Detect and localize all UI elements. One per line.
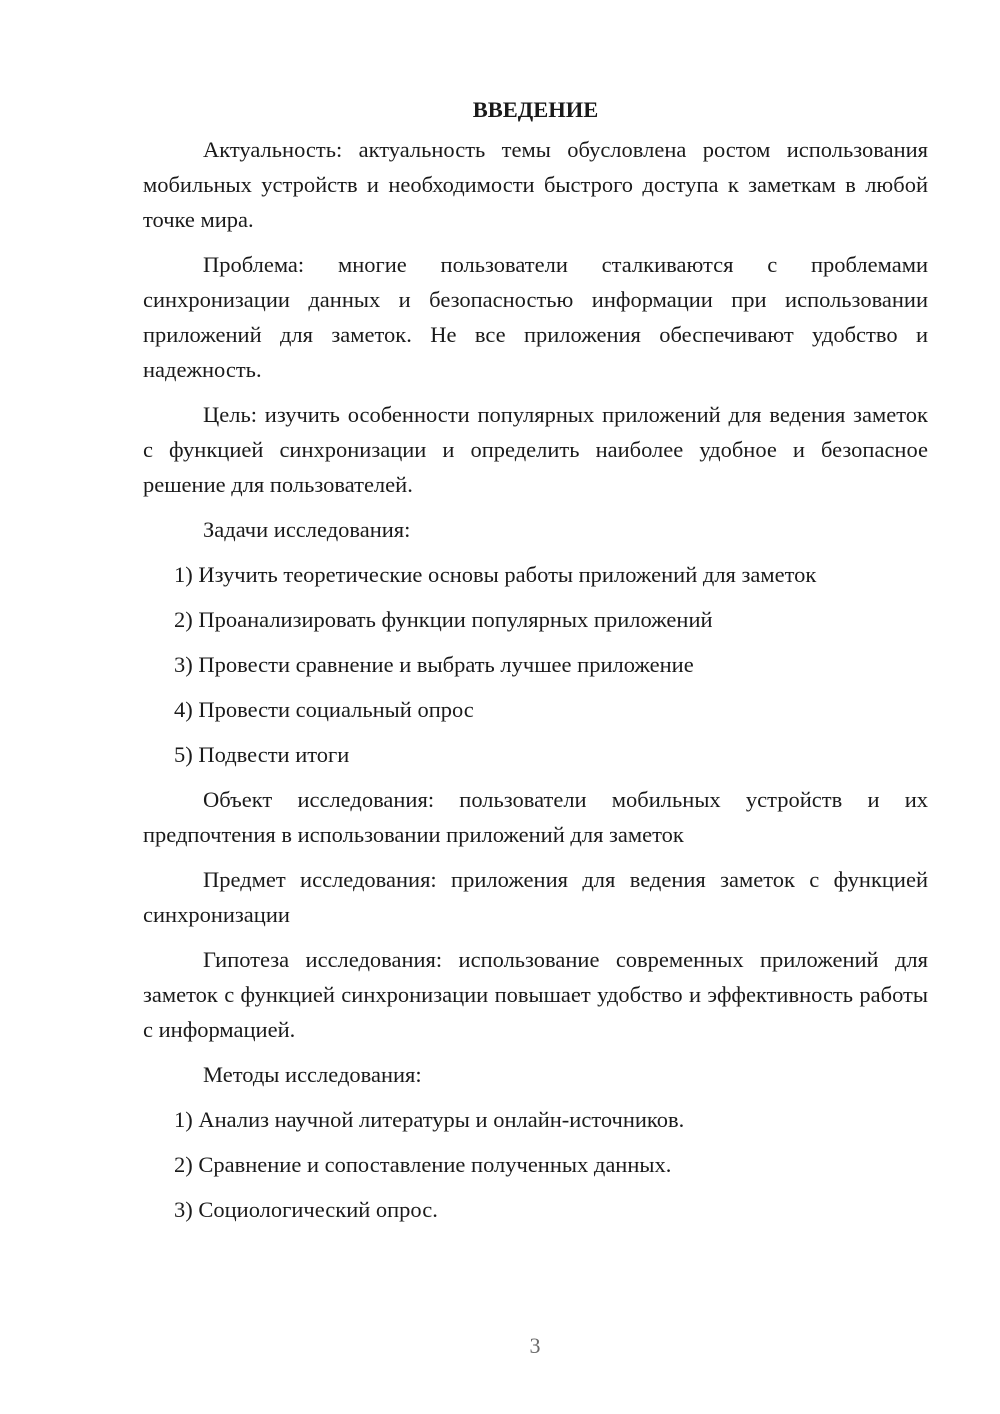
list-item: 4) Провести социальный опрос bbox=[174, 697, 474, 722]
page-number: 3 bbox=[529, 1333, 541, 1358]
list-item: 3) Социологический опрос. bbox=[174, 1197, 438, 1222]
paragraph-object: Объект исследования: пользователи мобильных устройств и их предпочтения в использовании приложений для заметок bbox=[143, 787, 928, 847]
paragraph-relevance: Актуальность: актуальность темы обусловлена ростом использования мобильных устройств и необходимости быстрого доступа к заметкам в любой точке мира. bbox=[143, 137, 928, 232]
list-item: 2) Проанализировать функции популярных приложений bbox=[174, 607, 713, 632]
paragraph-goal: Цель: изучить особенности популярных приложений для ведения заметок с функцией синхронизации и определить наиболее удобное и безопасное решение для пользователей. bbox=[143, 402, 928, 497]
paragraph-subject: Предмет исследования: приложения для ведения заметок с функцией синхронизации bbox=[143, 867, 928, 927]
list-item: 3) Провести сравнение и выбрать лучшее приложение bbox=[174, 652, 694, 677]
page-content bbox=[143, 92, 928, 1237]
tasks-heading: Задачи исследования: bbox=[203, 517, 411, 542]
list-item: 1) Анализ научной литературы и онлайн-источников. bbox=[174, 1107, 685, 1132]
paragraph-hypothesis: Гипотеза исследования: использование современных приложений для заметок с функцией синхронизации повышает удобство и эффективность работы с информацией. bbox=[143, 947, 928, 1042]
section-title: ВВЕДЕНИЕ bbox=[472, 97, 599, 122]
list-item: 5) Подвести итоги bbox=[174, 742, 350, 767]
list-item: 1) Изучить теоретические основы работы приложений для заметок bbox=[174, 562, 817, 587]
methods-heading: Методы исследования: bbox=[203, 1062, 422, 1087]
list-item: 2) Сравнение и сопоставление полученных данных. bbox=[174, 1152, 672, 1177]
methods-list bbox=[143, 1102, 928, 1227]
paragraph-problem: Проблема: многие пользователи сталкиваются с проблемами синхронизации данных и безопасностью информации при использовании приложений для заметок. Не все приложения обеспечивают удобство и надежность. bbox=[143, 252, 928, 382]
tasks-list bbox=[143, 557, 928, 772]
